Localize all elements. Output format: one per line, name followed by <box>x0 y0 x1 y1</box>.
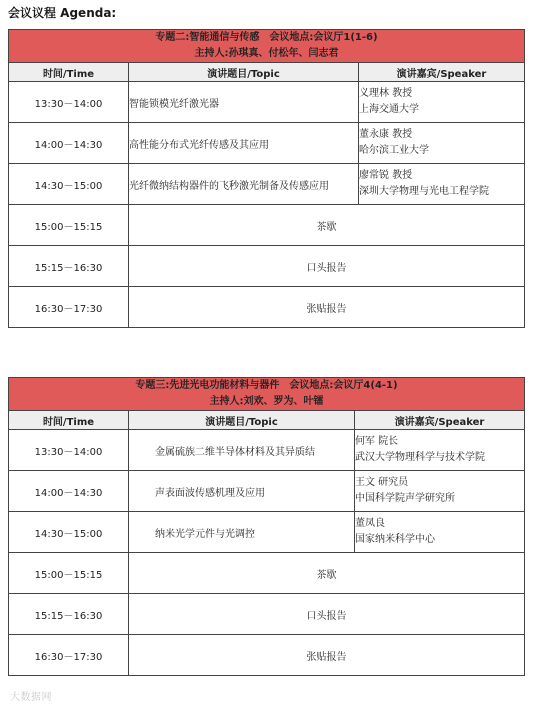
column-headers <box>9 411 525 430</box>
speaker-name: 王文 研究员 <box>355 477 409 488</box>
topic-cell: 光纤微纳结构器件的飞秒激光制备及传感应用 <box>129 164 359 205</box>
column-header-topic: 演讲题目/Topic <box>129 411 355 430</box>
break-label: 张贴报告 <box>129 635 525 676</box>
table-row <box>9 82 525 123</box>
speaker-org: 上海交通大学 <box>359 104 419 115</box>
speaker-name: 义理林 教授 <box>359 88 413 99</box>
session-header <box>9 378 525 411</box>
speaker-name: 何军 院长 <box>355 436 399 447</box>
break-label: 茶歇 <box>129 205 525 246</box>
session-table-2 <box>8 29 525 328</box>
session-host: 主持人:孙琪真、付松年、闫志君 <box>194 48 339 59</box>
break-label: 口头报告 <box>129 246 525 287</box>
table-row <box>9 594 525 635</box>
topic-cell: 高性能分布式光纤传感及其应用 <box>129 123 359 164</box>
page-title: 会议议程 Agenda: <box>8 6 117 20</box>
speaker-org: 中国科学院声学研究所 <box>355 493 455 504</box>
table-row <box>9 164 525 205</box>
session-host: 主持人:刘欢、罗为、叶镭 <box>209 396 324 407</box>
table-row <box>9 512 525 553</box>
speaker-name: 廖常锐 教授 <box>359 170 413 181</box>
speaker-cell <box>359 123 525 164</box>
time-cell: 14:30－15:00 <box>9 512 129 553</box>
topic-cell: 纳米光学元件与光调控 <box>129 512 355 553</box>
session-title: 专题三:先进光电功能材料与器件 会议地点:会议厅4(4-1) <box>135 380 398 391</box>
speaker-cell <box>359 164 525 205</box>
topic-cell: 声表面波传感机理及应用 <box>129 471 355 512</box>
speaker-org: 深圳大学物理与光电工程学院 <box>359 186 489 197</box>
break-label: 张贴报告 <box>129 287 525 328</box>
table-row <box>9 553 525 594</box>
column-header-speaker: 演讲嘉宾/Speaker <box>359 63 525 82</box>
speaker-cell <box>359 82 525 123</box>
session-title: 专题二:智能通信与传感 会议地点:会议厅1(1-6) <box>155 32 378 43</box>
table-row <box>9 246 525 287</box>
table-row <box>9 287 525 328</box>
speaker-cell <box>355 430 525 471</box>
time-cell: 14:30－15:00 <box>9 164 129 205</box>
time-cell: 14:00－14:30 <box>9 471 129 512</box>
break-label: 口头报告 <box>129 594 525 635</box>
break-label: 茶歇 <box>129 553 525 594</box>
speaker-org: 国家纳米科学中心 <box>355 534 435 545</box>
column-header-topic: 演讲题目/Topic <box>129 63 359 82</box>
topic-cell: 智能锁模光纤激光器 <box>129 82 359 123</box>
table-row <box>9 123 525 164</box>
column-header-speaker: 演讲嘉宾/Speaker <box>355 411 525 430</box>
speaker-cell <box>355 512 525 553</box>
time-cell: 16:30－17:30 <box>9 287 129 328</box>
column-header-time: 时间/Time <box>9 63 129 82</box>
topic-cell: 金属硫族二维半导体材料及其异质结 <box>129 430 355 471</box>
speaker-name: 董凤良 <box>355 518 385 529</box>
time-cell: 15:00－15:15 <box>9 553 129 594</box>
column-headers <box>9 63 525 82</box>
table-row <box>9 205 525 246</box>
time-cell: 15:15－16:30 <box>9 246 129 287</box>
time-cell: 15:00－15:15 <box>9 205 129 246</box>
table-row <box>9 635 525 676</box>
time-cell: 13:30－14:00 <box>9 430 129 471</box>
column-header-time: 时间/Time <box>9 411 129 430</box>
time-cell: 15:15－16:30 <box>9 594 129 635</box>
table-row <box>9 430 525 471</box>
speaker-org: 武汉大学物理科学与技术学院 <box>355 452 485 463</box>
session-table-3 <box>8 377 525 676</box>
time-cell: 14:00－14:30 <box>9 123 129 164</box>
session-header <box>9 30 525 63</box>
table-row <box>9 471 525 512</box>
speaker-name: 董永康 教授 <box>359 129 413 140</box>
speaker-cell <box>355 471 525 512</box>
watermark: 大数据网 <box>10 692 52 703</box>
time-cell: 16:30－17:30 <box>9 635 129 676</box>
speaker-org: 哈尔滨工业大学 <box>359 145 429 156</box>
time-cell: 13:30－14:00 <box>9 82 129 123</box>
